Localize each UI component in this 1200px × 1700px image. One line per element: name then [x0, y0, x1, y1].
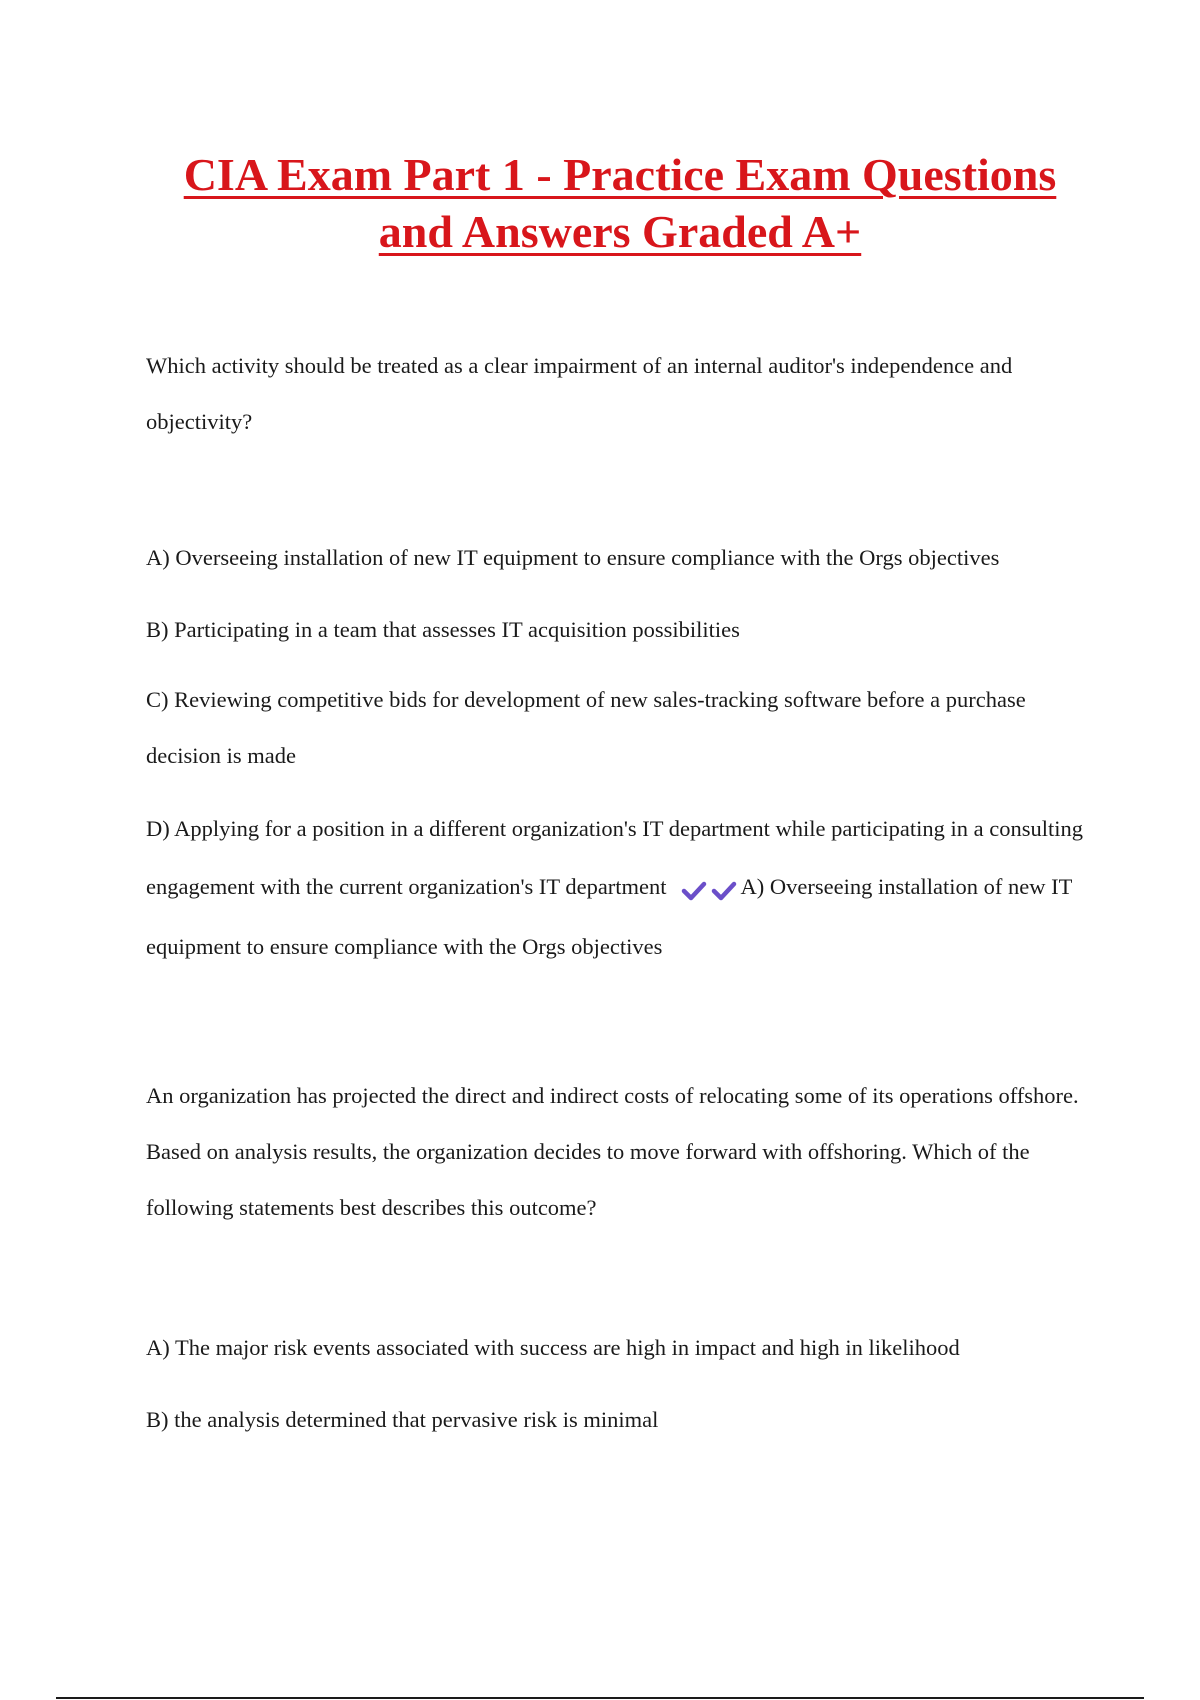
check-icon [711, 881, 741, 901]
title-line-1: CIA Exam Part 1 - Practice Exam Questions [183, 149, 1057, 200]
question-2-option-b: B) the analysis determined that pervasive risk is minimal [146, 1407, 659, 1432]
document-title [100, 146, 1140, 260]
question-2-option-a: A) The major risk events associated with success are high in impact and high in likelihood [146, 1335, 960, 1360]
check-icon [681, 881, 707, 901]
answer-check-icons [681, 860, 741, 918]
question-1-prompt: Which activity should be treated as a clear impairment of an internal auditor's independence and objectivity? [146, 353, 1013, 434]
question-2-prompt: An organization has projected the direct and indirect costs of relocating some of its operations offshore. Based on analysis results, the organization decides to move forward with offshoring. Which of the following statements best describes this outcome? [146, 1083, 1079, 1220]
question-1-option-c: C) Reviewing competitive bids for development of new sales-tracking software before a purchase decision is made [146, 687, 1026, 768]
question-1-option-d-with-answer [146, 800, 1086, 976]
title-line-2: and Answers Graded A+ [378, 206, 862, 257]
question-1-option-b: B) Participating in a team that assesses IT acquisition possibilities [146, 617, 740, 642]
page-bottom-rule [56, 1697, 1144, 1699]
question-1-option-a: A) Overseeing installation of new IT equipment to ensure compliance with the Orgs objectives [146, 545, 1000, 570]
question-1-answer: A) Overseeing installation of new IT equipment to ensure compliance with the Orgs objectives [146, 874, 1072, 959]
question-1-option-d: D) Applying for a position in a different organization's IT department while participating in a consulting engagement with the current organization's IT department [146, 816, 1083, 899]
